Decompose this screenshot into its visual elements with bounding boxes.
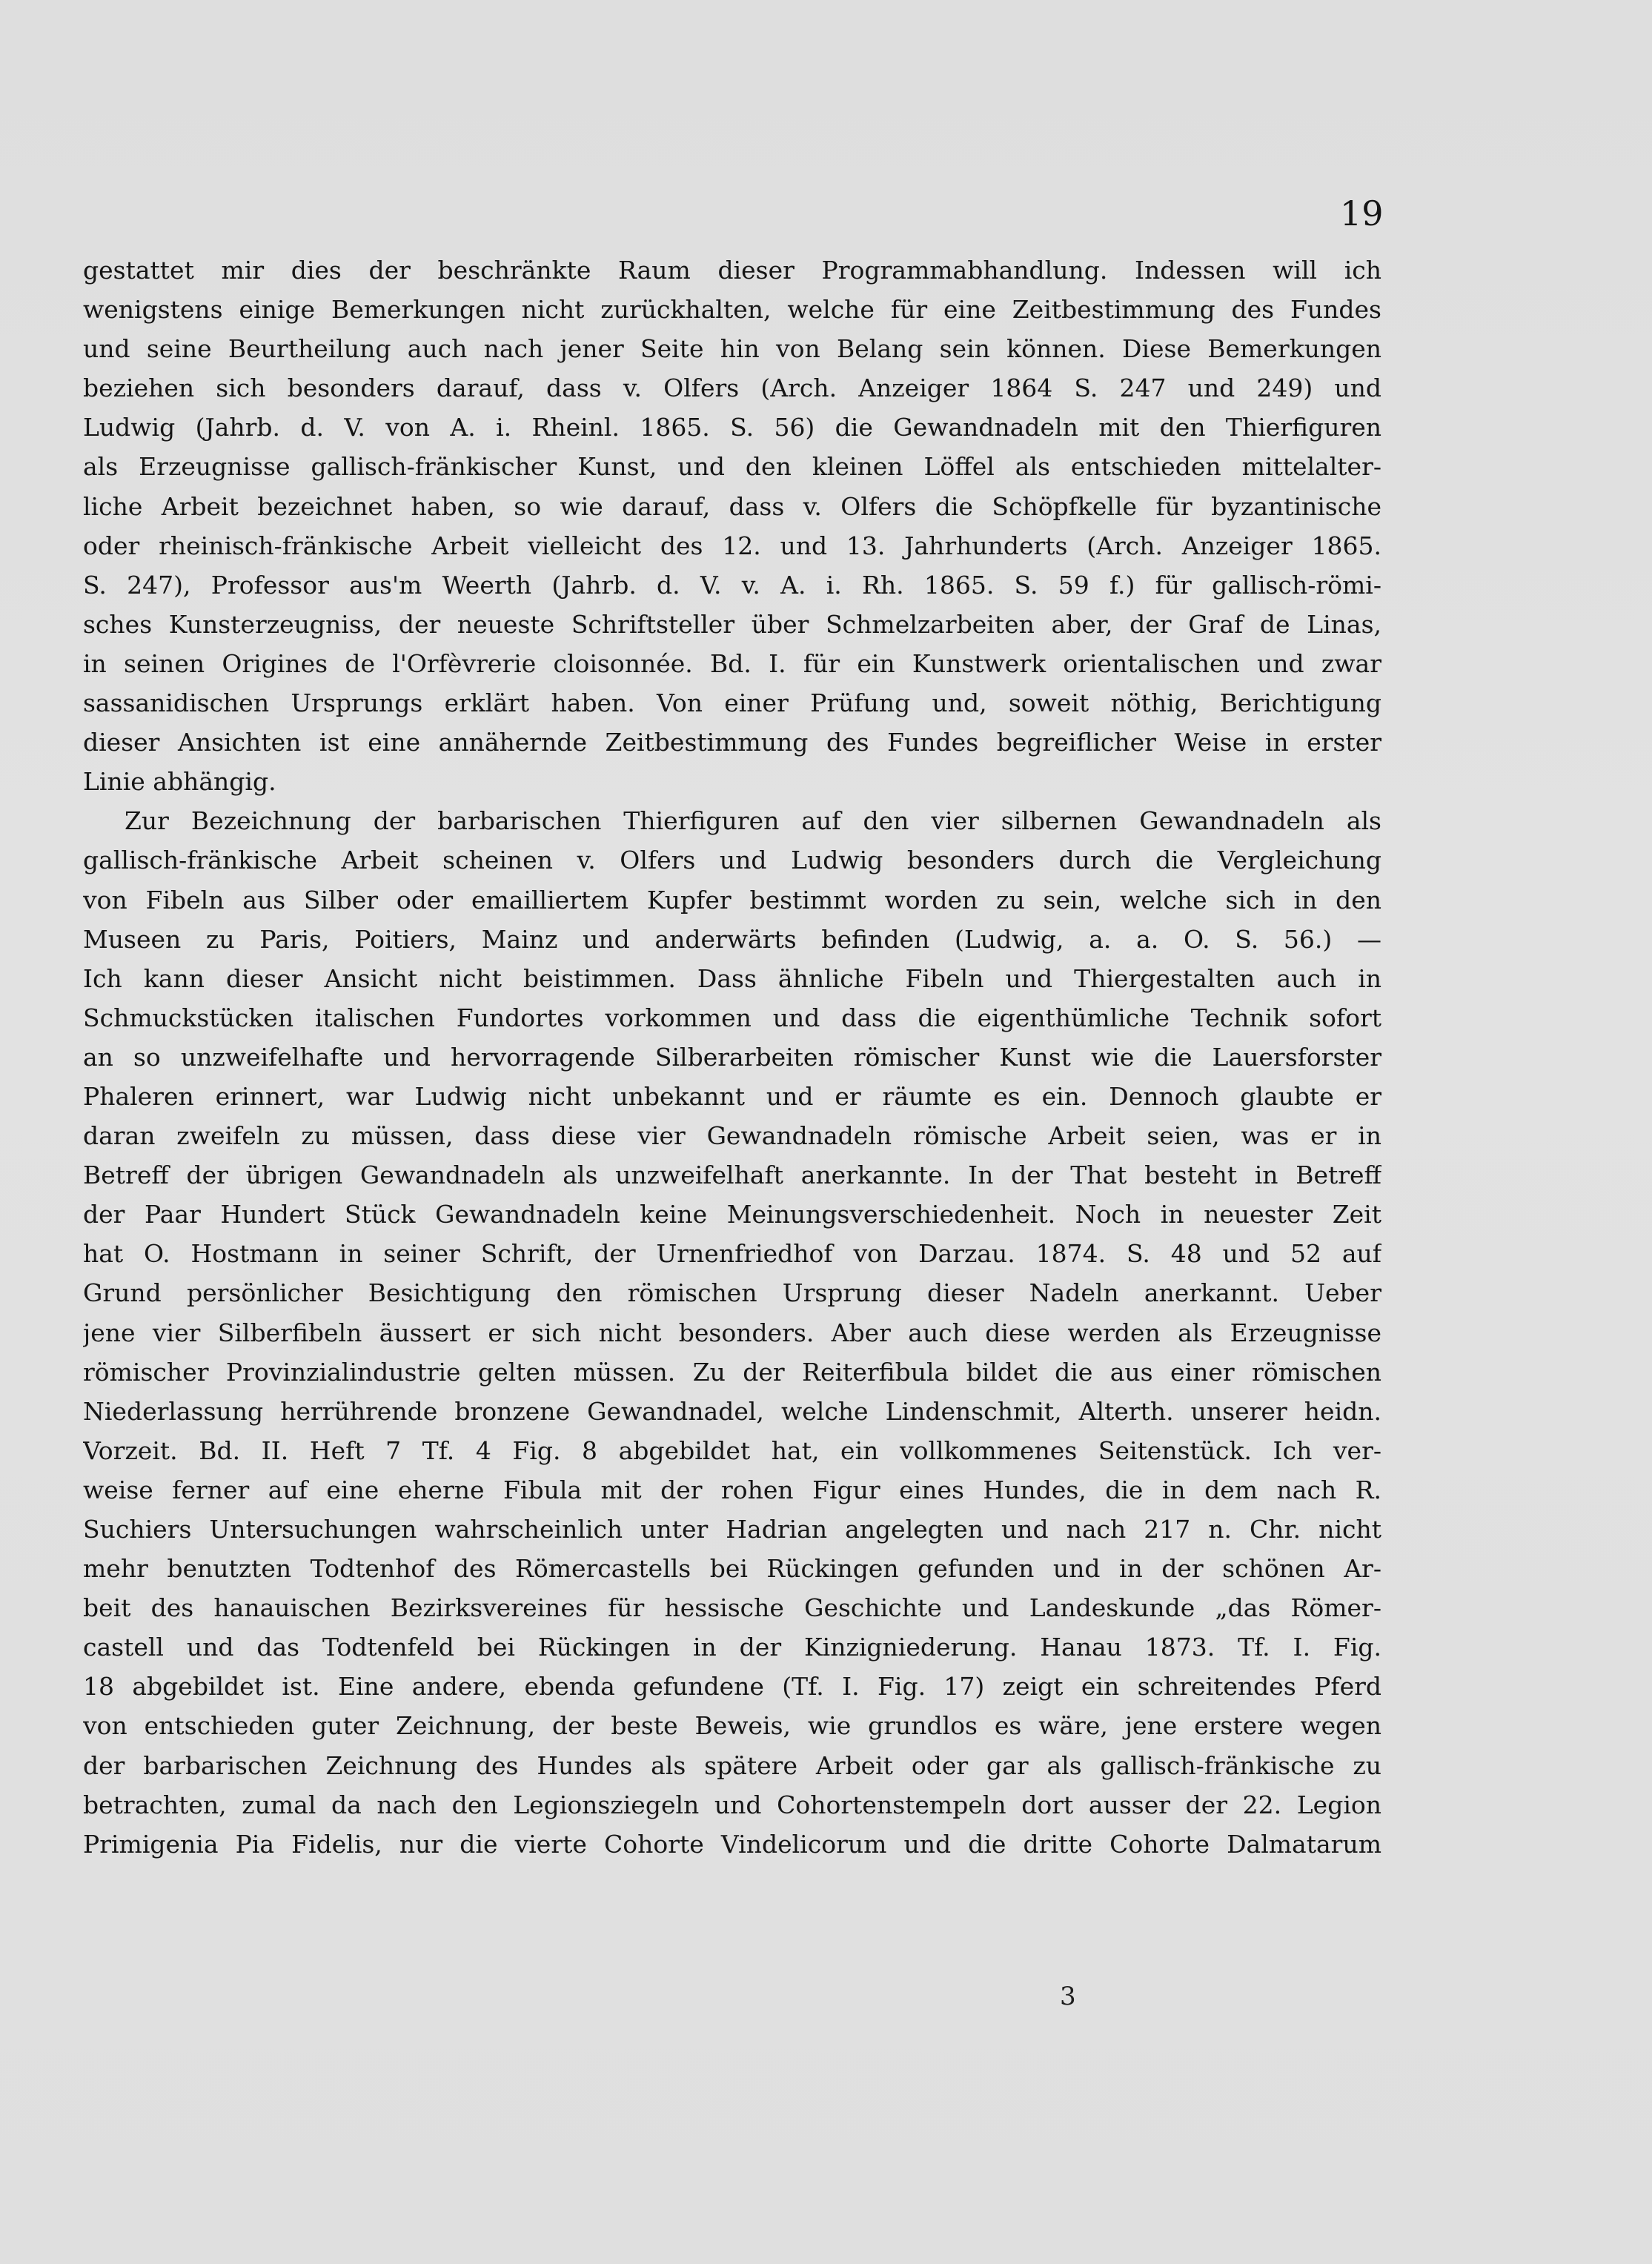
text-line: oder rheinisch-fränkische Arbeit vielleicht des 12. und 13. Jahrhunderts (Arch. Anzeiger 1865. — [83, 531, 1381, 560]
text-line: weise ferner auf eine eherne Fibula mit der rohen Figur eines Hundes, die in dem nach R. — [83, 1475, 1381, 1504]
text-line: sches Kunsterzeugniss, der neueste Schriftsteller über Schmelzarbeiten aber, der Graf de Linas, — [83, 609, 1381, 639]
text-line: Suchiers Untersuchungen wahrscheinlich unter Hadrian angelegten und nach 217 n. Chr. nicht — [83, 1515, 1381, 1544]
text-line: dieser Ansichten ist eine annähernde Zeitbestimmung des Fundes begreiflicher Weise in erster — [83, 728, 1381, 757]
text-line: wenigstens einige Bemerkungen nicht zurückhalten, welche für eine Zeitbestimmung des Fundes — [83, 295, 1381, 325]
text-line: Ich kann dieser Ansicht nicht beistimmen. Dass ähnliche Fibeln und Thiergestalten auch in — [83, 963, 1381, 993]
text-line: Linie abhängig. — [83, 767, 276, 797]
text-line: Phaleren erinnert, war Ludwig nicht unbekannt und er räumte es ein. Dennoch glaubte er — [83, 1081, 1381, 1111]
text-line: Zur Bezeichnung der barbarischen Thierfiguren auf den vier silbernen Gewandnadeln als — [125, 806, 1381, 836]
text-line: Museen zu Paris, Poitiers, Mainz und anderwärts befinden (Ludwig, a. a. O. S. 56.) — — [83, 924, 1381, 954]
text-line: betrachten, zumal da nach den Legionsziegeln und Cohortenstempeln dort ausser der 22. Legion — [83, 1790, 1381, 1819]
text-line: von Fibeln aus Silber oder emailliertem Kupfer bestimmt worden zu sein, welche sich in den — [83, 885, 1381, 914]
paragraph-2 — [83, 801, 1381, 1864]
text-line: gallisch-fränkische Arbeit scheinen v. Olfers und Ludwig besonders durch die Vergleichung — [83, 846, 1381, 875]
text-line: Grund persönlicher Besichtigung den römischen Ursprung dieser Nadeln anerkannt. Ueber — [83, 1278, 1381, 1308]
text-line: römischer Provinzialindustrie gelten müssen. Zu der Reiterfibula bildet die aus einer römischen — [83, 1357, 1381, 1387]
body-text — [83, 250, 1381, 1864]
text-line: der barbarischen Zeichnung des Hundes als spätere Arbeit oder gar als gallisch-fränkische zu — [83, 1750, 1381, 1780]
text-line: S. 247), Professor aus'm Weerth (Jahrb. d. V. v. A. i. Rh. 1865. S. 59 f.) für gallisch-römi- — [83, 570, 1381, 600]
text-line: und seine Beurtheilung auch nach jener Seite hin von Belang sein können. Diese Bemerkungen — [83, 334, 1381, 364]
text-line: gestattet mir dies der beschränkte Raum dieser Programmabhandlung. Indessen will ich — [83, 256, 1381, 285]
text-line: Niederlassung herrührende bronzene Gewandnadel, welche Lindenschmit, Alterth. unserer heidn. — [83, 1396, 1381, 1426]
text-line: hat O. Hostmann in seiner Schrift, der Urnenfriedhof von Darzau. 1874. S. 48 und 52 auf — [83, 1239, 1381, 1269]
paragraph-1 — [83, 250, 1381, 801]
text-line: sassanidischen Ursprungs erklärt haben. Von einer Prüfung und, soweit nöthig, Berichtigung — [83, 688, 1381, 718]
text-line: von entschieden guter Zeichnung, der beste Beweis, wie grundlos es wäre, jene erstere wegen — [83, 1711, 1381, 1741]
page-number: 19 — [1340, 193, 1384, 233]
text-line: daran zweifeln zu müssen, dass diese vier Gewandnadeln römische Arbeit seien, was er in — [83, 1121, 1381, 1151]
text-line: beit des hanauischen Bezirksvereines für hessische Geschichte und Landeskunde „das Römer- — [83, 1593, 1381, 1623]
text-line: als Erzeugnisse gallisch-fränkischer Kunst, und den kleinen Löffel als entschieden mittelalter- — [83, 452, 1381, 482]
text-line: Primigenia Pia Fidelis, nur die vierte Cohorte Vindelicorum und die dritte Cohorte Dalmatarum — [83, 1829, 1381, 1859]
text-line: 18 abgebildet ist. Eine andere, ebenda gefundene (Tf. I. Fig. 17) zeigt ein schreitendes Pferd — [83, 1672, 1381, 1702]
text-line: liche Arbeit bezeichnet haben, so wie darauf, dass v. Olfers die Schöpfkelle für byzantinische — [83, 491, 1381, 521]
text-line: an so unzweifelhafte und hervorragende Silberarbeiten römischer Kunst wie die Lauersforster — [83, 1042, 1381, 1072]
text-line: Ludwig (Jahrb. d. V. von A. i. Rheinl. 1865. S. 56) die Gewandnadeln mit den Thierfiguren — [83, 413, 1381, 442]
text-line: der Paar Hundert Stück Gewandnadeln keine Meinungsverschiedenheit. Noch in neuester Zeit — [83, 1200, 1381, 1229]
text-line: Schmuckstücken italischen Fundortes vorkommen und dass die eigenthümliche Technik sofort — [83, 1003, 1381, 1032]
text-line: Vorzeit. Bd. II. Heft 7 Tf. 4 Fig. 8 abgebildet hat, ein vollkommenes Seitenstück. Ich ver- — [83, 1435, 1381, 1465]
signature-mark: 3 — [1060, 1982, 1076, 2011]
text-line: castell und das Todtenfeld bei Rückingen in der Kinzigniederung. Hanau 1873. Tf. I. Fig. — [83, 1633, 1381, 1662]
text-line: in seinen Origines de l'Orfèvrerie cloisonnée. Bd. I. für ein Kunstwerk orientalischen und zwar — [83, 648, 1381, 678]
text-line: beziehen sich besonders darauf, dass v. Olfers (Arch. Anzeiger 1864 S. 247 und 249) und — [83, 374, 1381, 403]
text-line: Betreff der übrigen Gewandnadeln als unzweifelhaft anerkannte. In der That besteht in Betreff — [83, 1161, 1381, 1190]
text-line: jene vier Silberfibeln äussert er sich nicht besonders. Aber auch diese werden als Erzeugnisse — [83, 1318, 1381, 1347]
text-line: mehr benutzten Todtenhof des Römercastells bei Rückingen gefunden und in der schönen Ar- — [83, 1554, 1381, 1584]
